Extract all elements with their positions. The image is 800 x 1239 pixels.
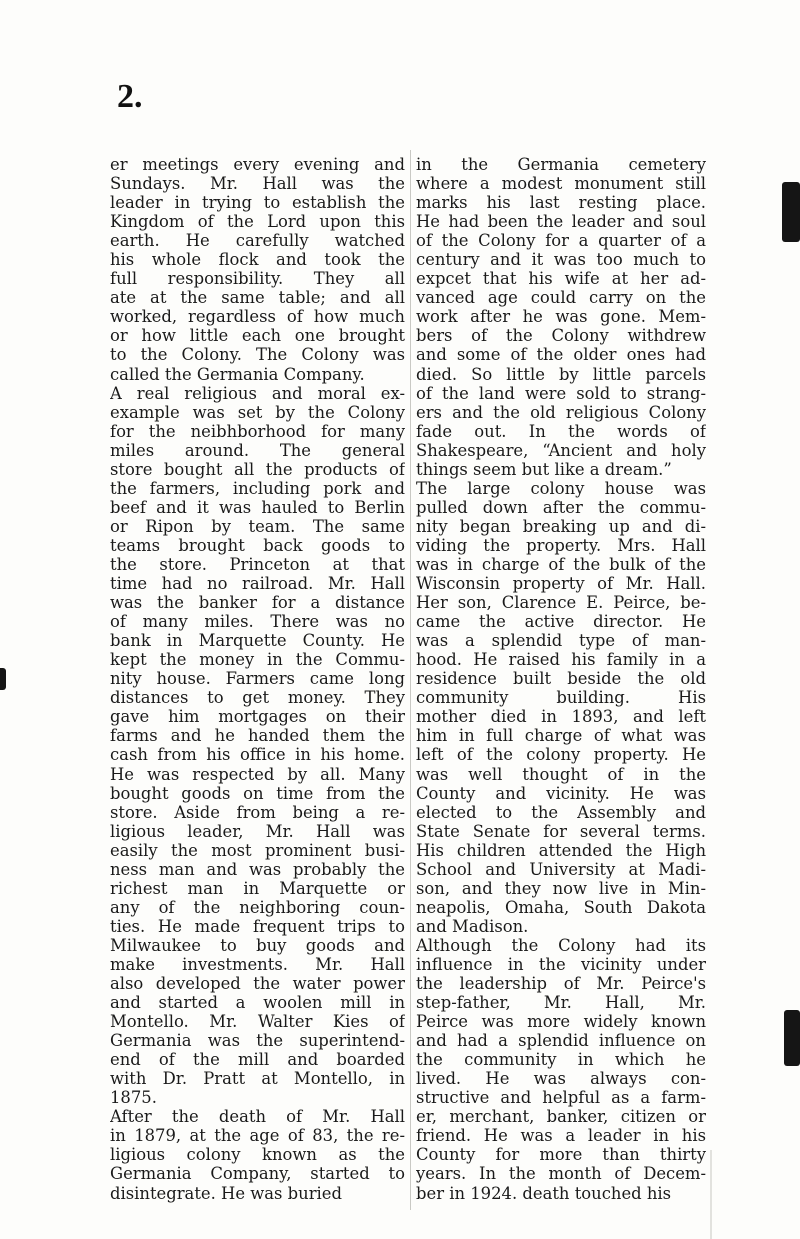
right-column-line: and had a splendid influence on — [416, 1031, 706, 1051]
right-column-line: fade out. In the words of — [416, 421, 706, 441]
left-column-line: He was respected by all. Many — [110, 764, 405, 784]
right-column-line: influence in the vicinity under — [416, 954, 706, 974]
right-column-line: vanced age could carry on the — [416, 288, 706, 308]
right-column-line: er, merchant, banker, citizen or — [416, 1107, 706, 1127]
right-column-line: things seem but like a dream.” — [416, 459, 672, 479]
right-column-line: County for more than thirty — [416, 1145, 706, 1165]
left-column-line: A real religious and moral ex- — [110, 383, 405, 403]
left-column-line: was the banker for a distance — [110, 593, 405, 613]
left-column-line: bought goods on time from the — [110, 783, 405, 803]
right-column-line: him in full charge of what was — [416, 726, 706, 746]
right-column-line: died. So little by little parcels — [416, 364, 706, 384]
right-column-line: hood. He raised his family in a — [416, 650, 706, 670]
left-column-line: Milwaukee to buy goods and — [110, 935, 405, 955]
left-column-line: beef and it was hauled to Berlin — [110, 497, 405, 517]
left-column-line: Germania Company, started to — [110, 1164, 405, 1184]
right-column — [416, 155, 706, 1203]
left-column-line: er meetings every evening and — [110, 155, 405, 174]
left-column-line: end of the mill and boarded — [110, 1050, 405, 1070]
right-column-line: marks his last resting place. — [416, 193, 706, 213]
left-column-line: teams brought back goods to — [110, 535, 405, 555]
right-column-line: and Madison. — [416, 916, 529, 936]
right-column-line: work after he was gone. Mem- — [416, 307, 706, 327]
left-column-line: example was set by the Colony — [110, 402, 405, 422]
left-column-line: nity house. Farmers came long — [110, 669, 405, 689]
left-column-line: with Dr. Pratt at Montello, in — [110, 1069, 405, 1089]
left-column-line: store. Aside from being a re- — [110, 802, 405, 822]
left-column-line: After the death of Mr. Hall — [110, 1107, 405, 1127]
left-column-line: miles around. The general — [110, 440, 405, 460]
left-column-line: in 1879, at the age of 83, the re- — [110, 1126, 405, 1146]
left-column-line: Kingdom of the Lord upon this — [110, 212, 405, 232]
right-column-line: of the Colony for a quarter of a — [416, 231, 706, 251]
right-column-line: State Senate for several terms. — [416, 821, 706, 841]
right-column-line: step-father, Mr. Hall, Mr. — [416, 993, 706, 1013]
left-column-line: ties. He made frequent trips to — [110, 916, 405, 936]
right-column-line: The large colony house was — [416, 478, 706, 498]
right-column-line: Although the Colony had its — [416, 935, 706, 955]
right-column-line: His children attended the High — [416, 840, 706, 860]
left-column-line: earth. He carefully watched — [110, 231, 405, 251]
scan-margin-mark-top — [782, 182, 800, 242]
right-column-line: and some of the older ones had — [416, 345, 706, 365]
right-column-line: the community in which he — [416, 1050, 706, 1070]
left-column-line: leader in trying to establish the — [110, 193, 405, 213]
left-column-line: also developed the water power — [110, 974, 405, 994]
left-column-line: ligious leader, Mr. Hall was — [110, 821, 405, 841]
right-column-line: structive and helpful as a farm- — [416, 1088, 706, 1108]
left-column-line: richest man in Marquette or — [110, 878, 405, 898]
left-column-line: ligious colony known as the — [110, 1145, 405, 1165]
right-column-line: mother died in 1893, and left — [416, 707, 706, 727]
right-column-line: where a modest monument still — [416, 174, 706, 194]
right-column-line: left of the colony property. He — [416, 745, 706, 765]
left-column-line: his whole flock and took the — [110, 250, 405, 270]
right-column-line: was a splendid type of man- — [416, 631, 706, 651]
left-column-line: Montello. Mr. Walter Kies of — [110, 1012, 405, 1032]
right-column-line: He had been the leader and soul — [416, 212, 706, 232]
right-column-line: friend. He was a leader in his — [416, 1126, 706, 1146]
right-column-line: elected to the Assembly and — [416, 802, 706, 822]
left-column-line: kept the money in the Commu- — [110, 650, 405, 670]
right-column-line: expcet that his wife at her ad- — [416, 269, 706, 289]
page-edge-shadow — [710, 1150, 712, 1239]
right-column-line: bers of the Colony withdrew — [416, 326, 706, 346]
right-column-line: neapolis, Omaha, South Dakota — [416, 897, 706, 917]
right-column-line: was in charge of the bulk of the — [416, 554, 706, 574]
right-column-line: residence built beside the old — [416, 669, 706, 689]
right-column-line: School and University at Madi- — [416, 859, 706, 879]
left-column-line: any of the neighboring coun- — [110, 897, 405, 917]
right-column-line: Peirce was more widely known — [416, 1012, 706, 1032]
left-column-line: farms and he handed them the — [110, 726, 405, 746]
left-column-line: time had no railroad. Mr. Hall — [110, 574, 405, 594]
right-column-line: in the Germania cemetery — [416, 155, 706, 174]
column-divider — [410, 150, 411, 1210]
page-number: 2. — [117, 78, 143, 115]
left-column-line: make investments. Mr. Hall — [110, 954, 405, 974]
left-column-line: the store. Princeton at that — [110, 554, 405, 574]
right-column-line: years. In the month of Decem- — [416, 1164, 706, 1184]
right-column-line: community building. His — [416, 688, 706, 708]
right-column-line: nity began breaking up and di- — [416, 516, 706, 536]
right-column-line: Wisconsin property of Mr. Hall. — [416, 574, 706, 594]
right-column-line: viding the property. Mrs. Hall — [416, 535, 706, 555]
left-column-line: disintegrate. He was buried — [110, 1183, 342, 1203]
right-column-line: County and vicinity. He was — [416, 783, 706, 803]
left-column-line: or Ripon by team. The same — [110, 516, 405, 536]
left-column-line: of many miles. There was no — [110, 612, 405, 632]
left-column-line: for the neibhborhood for many — [110, 421, 405, 441]
right-column-line: came the active director. He — [416, 612, 706, 632]
left-column-line: called the Germania Company. — [110, 364, 365, 384]
right-column-line: was well thought of in the — [416, 764, 706, 784]
left-column-line: ness man and was probably the — [110, 859, 405, 879]
left-column-line: 1875. — [110, 1088, 157, 1108]
right-column-line: Shakespeare, “Ancient and holy — [416, 440, 706, 460]
left-column-line: Germania was the superintend- — [110, 1031, 405, 1051]
right-column-line: Her son, Clarence E. Peirce, be- — [416, 593, 706, 613]
scan-margin-mark-left — [0, 668, 6, 690]
right-column-line: the leadership of Mr. Peirce's — [416, 974, 706, 994]
left-column-line: distances to get money. They — [110, 688, 405, 708]
left-column-line: or how little each one brought — [110, 326, 405, 346]
left-column-line: bank in Marquette County. He — [110, 631, 405, 651]
right-column-line: son, and they now live in Min- — [416, 878, 706, 898]
left-column-line: gave him mortgages on their — [110, 707, 405, 727]
left-column-line: ate at the same table; and all — [110, 288, 405, 308]
left-column-line: easily the most prominent busi- — [110, 840, 405, 860]
left-column-line: worked, regardless of how much — [110, 307, 405, 327]
left-column-line: store bought all the products of — [110, 459, 405, 479]
left-column-line: the farmers, including pork and — [110, 478, 405, 498]
left-column-line: to the Colony. The Colony was — [110, 345, 405, 365]
right-column-line: lived. He was always con- — [416, 1069, 706, 1089]
left-column — [110, 155, 405, 1203]
right-column-line: ber in 1924. death touched his — [416, 1183, 672, 1203]
right-column-line: of the land were sold to strang- — [416, 383, 706, 403]
left-column-line: full responsibility. They all — [110, 269, 405, 289]
left-column-line: Sundays. Mr. Hall was the — [110, 174, 405, 194]
left-column-line: and started a woolen mill in — [110, 993, 405, 1013]
right-column-line: pulled down after the commu- — [416, 497, 706, 517]
right-column-line: ers and the old religious Colony — [416, 402, 706, 422]
right-column-line: century and it was too much to — [416, 250, 706, 270]
left-column-line: cash from his office in his home. — [110, 745, 405, 765]
scan-margin-mark-bottom — [784, 1010, 800, 1066]
